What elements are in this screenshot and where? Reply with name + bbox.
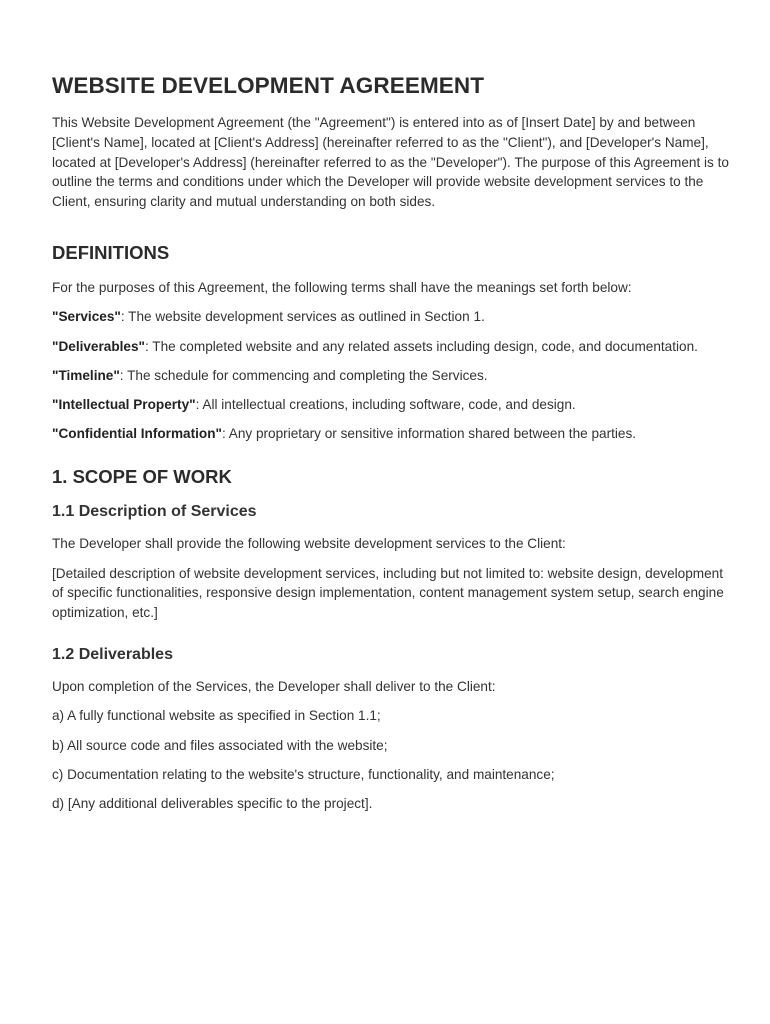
definition-term: "Deliverables" <box>52 338 145 354</box>
deliverables-subheading: 1.2 Deliverables <box>52 645 173 663</box>
definition-item <box>52 424 732 444</box>
definition-item <box>52 337 732 357</box>
services-subheading: 1.1 Description of Services <box>52 503 257 521</box>
definition-text: : All intellectual creations, including software, code, and design. <box>195 397 576 413</box>
deliverable-item: a) A fully functional website as specified in Section 1.1; <box>52 708 381 724</box>
definition-item <box>52 395 732 415</box>
deliverable-item: c) Documentation relating to the website's structure, functionality, and maintenance; <box>52 766 555 782</box>
services-detail: [Detailed description of website development services, including but not limited to: website design, development of specific functionalities, responsive design implementation, content management system setup, search engine optimization, etc.] <box>52 565 724 621</box>
definition-text: : The schedule for commencing and completing the Services. <box>119 367 488 383</box>
document-page <box>52 72 732 823</box>
scope-heading: 1. SCOPE OF WORK <box>52 466 232 488</box>
intro-paragraph: This Website Development Agreement (the "Agreement") is entered into as of [Insert Date] by and between [Client's Name], located at [Client's Address] (hereinafter referred to as the "Client"), and [Developer's Name], located at [Developer's Address] (hereinafter referred to as the "Developer"). The purpose of this Agreement is to outline the terms and conditions under which the Developer will provide website development services to the Client, ensuring clarity and mutual understanding on both sides. <box>52 115 729 210</box>
definition-text: : Any proprietary or sensitive information shared between the parties. <box>221 426 637 442</box>
definition-term: "Timeline" <box>52 367 120 383</box>
deliverable-item: b) All source code and files associated with the website; <box>52 737 388 753</box>
definition-term: "Services" <box>52 309 121 325</box>
deliverable-item: d) [Any additional deliverables specific to the project]. <box>52 796 373 812</box>
definition-item <box>52 307 732 327</box>
definitions-heading: DEFINITIONS <box>52 241 170 263</box>
definition-text: : The website development services as outlined in Section 1. <box>120 309 485 325</box>
definitions-lead: For the purposes of this Agreement, the following terms shall have the meanings set forth below: <box>52 279 632 295</box>
definition-item <box>52 366 732 386</box>
definition-term: "Intellectual Property" <box>52 397 196 413</box>
definition-term: "Confidential Information" <box>52 426 222 442</box>
definition-text: : The completed website and any related assets including design, code, and documentation. <box>145 338 698 354</box>
document-title: WEBSITE DEVELOPMENT AGREEMENT <box>52 73 485 98</box>
services-lead: The Developer shall provide the following website development services to the Client: <box>52 536 566 552</box>
deliverables-lead: Upon completion of the Services, the Developer shall deliver to the Client: <box>52 678 496 694</box>
